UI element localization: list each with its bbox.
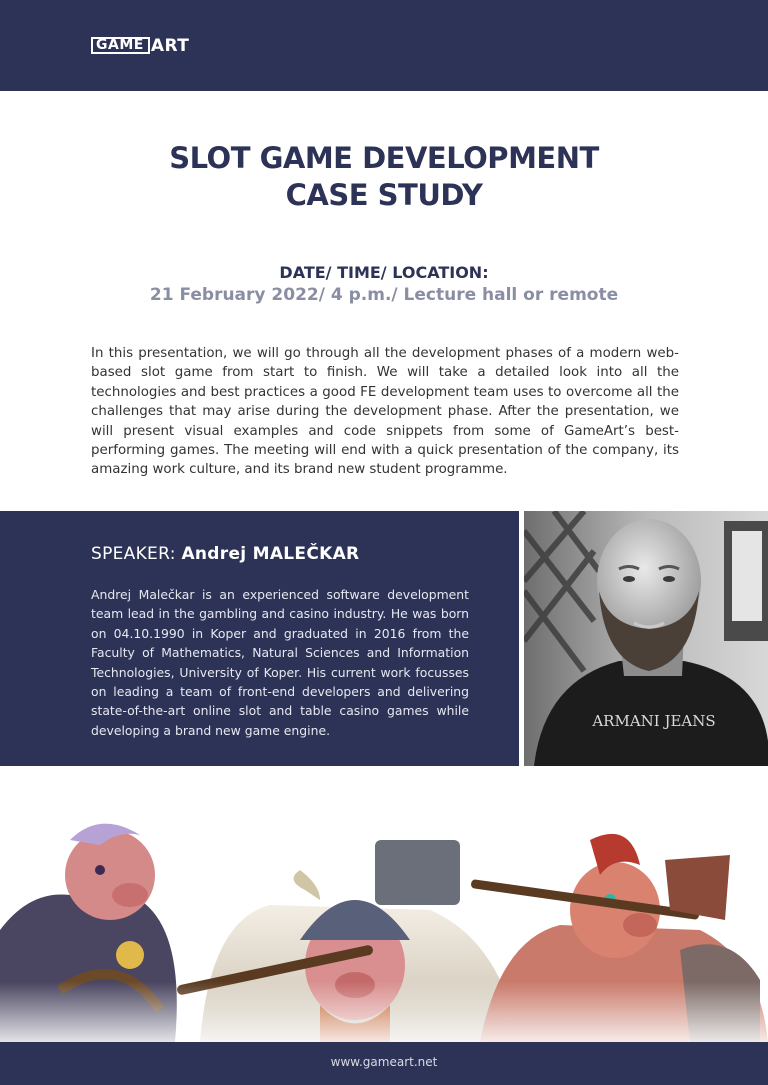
characters-art bbox=[0, 800, 768, 1042]
speaker-photo bbox=[524, 511, 768, 766]
game-characters-illustration bbox=[0, 800, 768, 1042]
speaker-photo-image bbox=[524, 511, 768, 766]
shirt-text: ARMANI JEANS bbox=[592, 712, 716, 730]
gameart-logo bbox=[91, 37, 189, 54]
event-details-label: DATE/ TIME/ LOCATION: bbox=[279, 263, 489, 282]
intro-paragraph: In this presentation, we will go through all the development phases of a modern web-based slot game from start to finish. We will take a detailed look into all the technologies and best practices a good FE development team uses to overcome all the challenges that may arise during the development phase. After the presentation, we will present visual examples and code snippets from some of GameArt’s best-performing games. The meeting will end with a quick presentation of the company, its amazing work culture, and its brand new student programme. bbox=[91, 346, 679, 478]
speaker-name: Andrej MALEČKAR bbox=[181, 544, 360, 564]
speaker-label: SPEAKER: bbox=[91, 544, 176, 564]
event-details-value: 21 February 2022/ 4 p.m./ Lecture hall or remote bbox=[149, 285, 619, 305]
logo-game-text: GAME bbox=[91, 37, 150, 54]
page-title bbox=[0, 140, 768, 214]
speaker-bio: Andrej Malečkar is an experienced software development team lead in the gambling and casino industry. He was born on 04.10.1990 in Koper and graduated in 2016 from the Faculty of Mathematics, Natural Sciences and Information Technologies, University of Koper. His current work focusses on leading a team of front-end developers and delivering state-of-the-art online slot and table casino games while developing a brand new game engine. bbox=[91, 587, 469, 738]
logo-art-text: ART bbox=[150, 35, 190, 56]
footer-website-link[interactable]: www.gameart.net bbox=[330, 1055, 438, 1069]
title-line-1: SLOT GAME DEVELOPMENT bbox=[169, 141, 599, 175]
title-line-2: CASE STUDY bbox=[285, 178, 483, 212]
speaker-heading bbox=[91, 544, 359, 564]
